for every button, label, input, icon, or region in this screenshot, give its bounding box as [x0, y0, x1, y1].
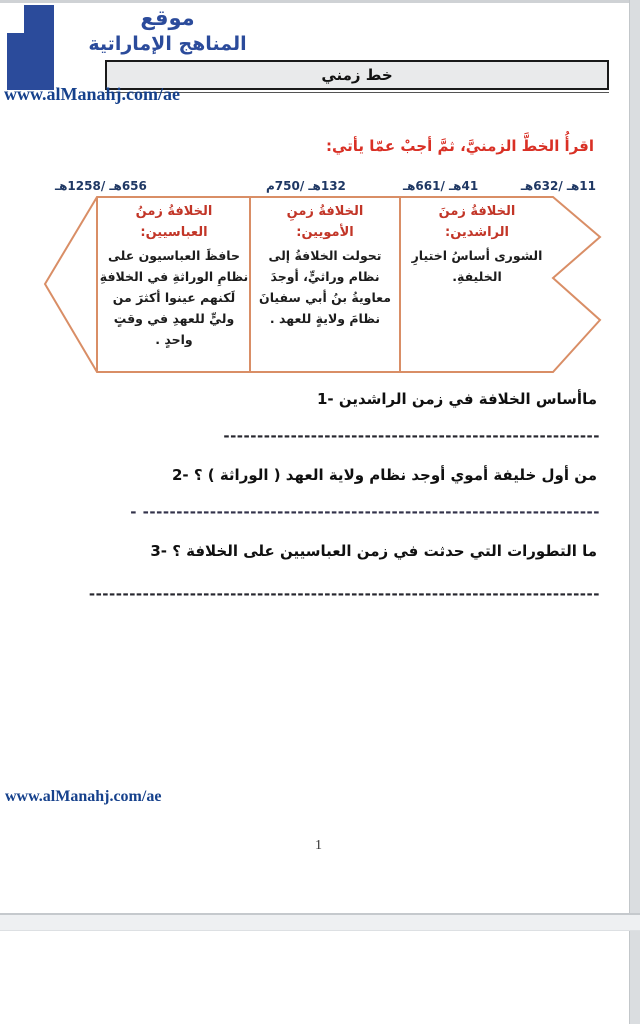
document-title: خط زمني: [321, 66, 393, 84]
site-name-line1: موقع: [140, 6, 195, 30]
site-url-top[interactable]: www.alManahj.com/ae: [4, 84, 180, 104]
site-name: [80, 5, 255, 57]
viewer-top-edge: [0, 0, 640, 3]
period-title: الخلافةُ زمنُ: [135, 204, 213, 219]
timeline-date-1258: 656هـ /1258هـ: [55, 179, 147, 193]
period-rashidun: [403, 201, 551, 287]
period-title: الخلافةُ زمنِ: [286, 204, 364, 219]
question-2: من أول خليفة أموي أوجد نظام ولاية العهد ( الوراثة ) ؟ -2: [171, 466, 597, 484]
answer-line-1: --------------------------------------------------------: [223, 427, 600, 445]
period-body: الشورى أساسُ اختيارِ الخليفةِ.: [411, 248, 543, 284]
timeline-date-632: 11هـ /632هـ: [520, 179, 596, 193]
title-box-underline: [105, 92, 609, 93]
instruction-text: اقرأُ الخطَّ الزمنيَّ، ثمَّ أجبْ عمّا يأتي:: [325, 137, 594, 155]
question-3: ما التطورات التي حدثت في زمن العباسيين على الخلافة ؟ -3: [150, 542, 597, 560]
period-title: الخلافةُ زمنَ: [438, 204, 516, 219]
period-subtitle: العباسيين:: [140, 225, 208, 240]
site-url-bottom[interactable]: www.alManahj.com/ae: [5, 788, 162, 805]
timeline-date-750: 132هـ /750م: [266, 179, 346, 193]
question-1: ماأساس الخلافة في زمن الراشدين -1: [316, 390, 597, 408]
answer-line-3: ----------------------------------------------------------------------------: [88, 585, 600, 603]
period-body: حافظَ العباسيون على نظامِ الوراثةِ في الخلافةِ لَكنهم عينوا أكثرَ من وليٍّ للعهدِ في وقتٍ واحدٍ .: [99, 248, 249, 347]
period-subtitle: الراشدين:: [445, 225, 509, 240]
almanahj-logo: [7, 33, 54, 90]
page-separator: [0, 913, 640, 931]
timeline-date-661: 41هـ /661هـ: [403, 179, 479, 193]
period-umayyad: [252, 201, 398, 329]
site-name-line2: المناهج الإماراتية: [88, 33, 247, 55]
period-abbasid: [99, 201, 249, 350]
period-subtitle: الأمويين:: [296, 225, 354, 240]
scrollbar-track[interactable]: [629, 0, 640, 1024]
page-number: 1: [315, 838, 322, 853]
document-title-box: [105, 60, 609, 90]
period-body: تحولت الخلافةُ إلى نظام وراثيٍّ، أوجدَ معاويةُ بنُ أبي سفيانَ نظامَ ولايةٍ للعهد .: [259, 248, 391, 326]
answer-line-2: - --------------------------------------------------------------------: [130, 503, 600, 521]
